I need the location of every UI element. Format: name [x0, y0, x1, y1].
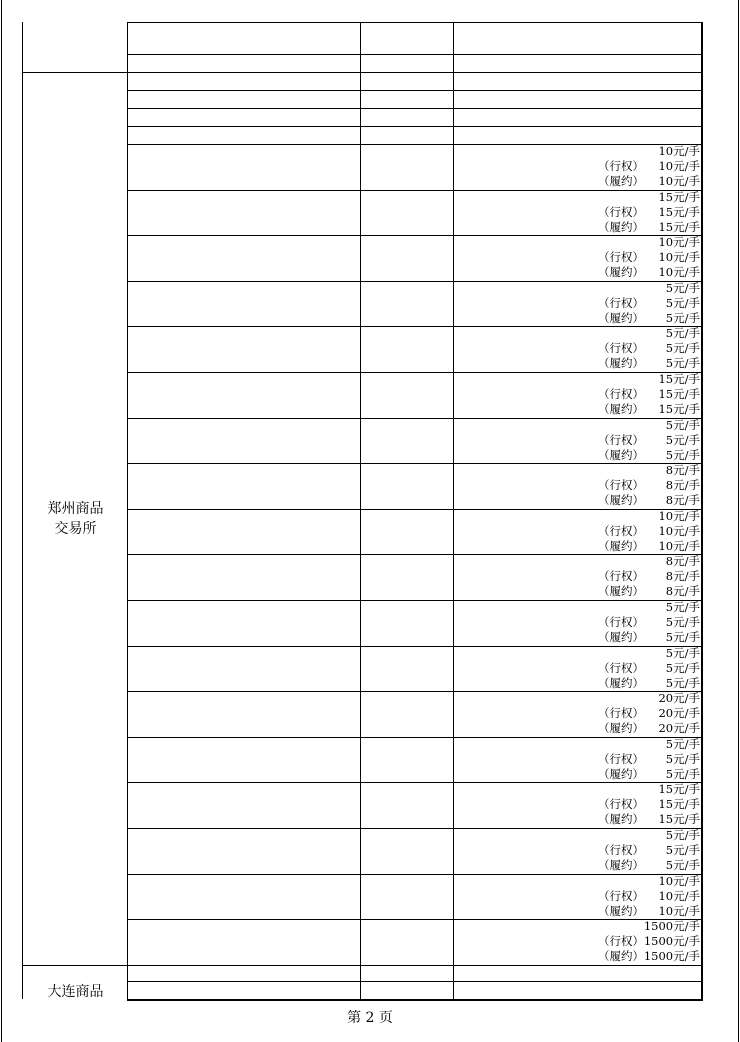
option-name — [128, 691, 360, 737]
trade-fee-value: 5元/手 — [665, 326, 700, 340]
fee-line — [455, 737, 700, 752]
option-fee-block — [455, 145, 700, 190]
exercise-label: （行权） — [598, 250, 644, 264]
fee-line — [455, 433, 700, 448]
trade-fee-value: 10元/手 — [658, 235, 700, 249]
assignment-label: （履约） — [598, 858, 644, 872]
exercise-label: （行权） — [598, 524, 644, 538]
option-name — [128, 919, 360, 965]
option-name — [128, 600, 360, 646]
fee-line — [455, 144, 700, 159]
fee-line — [455, 311, 700, 326]
option-name — [128, 737, 360, 782]
option-fee-block — [455, 783, 700, 828]
lot-size — [361, 874, 453, 919]
exercise-label: （行权） — [598, 752, 644, 766]
lot-size — [361, 418, 453, 463]
exercise-fee-value: 10元/手 — [658, 250, 700, 264]
fee-line — [455, 828, 700, 843]
option-fee-block — [455, 920, 700, 965]
assignment-label: （履约） — [598, 174, 644, 188]
fee-line — [455, 569, 700, 584]
assignment-fee-value: 20元/手 — [658, 721, 700, 735]
assignment-label: （履约） — [598, 356, 644, 370]
assignment-label: （履约） — [598, 493, 644, 507]
lot-size — [361, 646, 453, 691]
assignment-label: （履约） — [598, 767, 644, 781]
assignment-fee-value: 10元/手 — [658, 174, 700, 188]
assignment-fee-value: 5元/手 — [665, 630, 700, 644]
lot-size — [361, 828, 453, 874]
fee-line — [455, 174, 700, 189]
fee-line — [455, 250, 700, 265]
trade-fee-value: 5元/手 — [665, 737, 700, 751]
exercise-fee-value: 15元/手 — [658, 205, 700, 219]
lot-size — [361, 235, 453, 281]
trade-fee-value: 5元/手 — [665, 828, 700, 842]
contract-name — [128, 91, 360, 108]
lot-size — [361, 600, 453, 646]
exercise-label: （行权） — [598, 843, 644, 857]
assignment-fee-value: 5元/手 — [665, 311, 700, 325]
option-fee-block — [455, 738, 700, 782]
contract-name — [128, 127, 360, 144]
lot-size — [361, 919, 453, 965]
exercise-label: （行权） — [598, 296, 644, 310]
option-fee-block — [455, 373, 700, 418]
lot-size — [361, 372, 453, 418]
fee-line — [455, 630, 700, 645]
exchange-name: 郑州商品 — [47, 501, 104, 517]
trade-fee-value: 10元/手 — [658, 144, 700, 158]
assignment-fee-value: 10元/手 — [658, 904, 700, 918]
exchange-label-zhengzhou — [24, 499, 127, 539]
fee-line — [455, 402, 700, 417]
fee-value — [454, 23, 701, 54]
trade-fee-value: 8元/手 — [665, 463, 700, 477]
assignment-fee-value: 5元/手 — [665, 858, 700, 872]
contract-name — [128, 23, 360, 54]
table-left-edge — [22, 22, 23, 999]
assignment-label: （履约） — [598, 904, 644, 918]
fee-line — [455, 874, 700, 889]
fee-line — [455, 843, 700, 858]
trade-fee-value: 5元/手 — [665, 281, 700, 295]
fee-line — [455, 661, 700, 676]
fee-value — [454, 55, 701, 72]
fee-value — [454, 982, 701, 999]
fee-line — [455, 220, 700, 235]
contract-name — [128, 966, 360, 981]
page-frame-right — [738, 0, 739, 1042]
fee-line — [455, 934, 700, 949]
option-fee-block — [455, 875, 700, 919]
exercise-fee-value: 5元/手 — [665, 752, 700, 766]
assignment-label: （履约） — [598, 676, 644, 690]
exercise-fee-value: 1500元/手 — [643, 934, 700, 948]
exercise-label: （行权） — [598, 615, 644, 629]
exercise-fee-value: 5元/手 — [665, 341, 700, 355]
assignment-label: （履约） — [598, 448, 644, 462]
trade-fee-value: 5元/手 — [665, 418, 700, 432]
exercise-fee-value: 8元/手 — [665, 478, 700, 492]
trade-fee-value: 8元/手 — [665, 554, 700, 568]
fee-line — [455, 372, 700, 387]
exercise-label: （行权） — [598, 159, 644, 173]
assignment-fee-value: 5元/手 — [665, 767, 700, 781]
fee-line — [455, 326, 700, 341]
exercise-label: （行权） — [598, 387, 644, 401]
lot-size — [361, 782, 453, 828]
fee-line — [455, 797, 700, 812]
option-name — [128, 509, 360, 554]
option-fee-block — [455, 692, 700, 737]
exchange-label-dalian: 大连商品 — [47, 984, 104, 1000]
option-fee-block — [455, 191, 700, 235]
fee-line — [455, 919, 700, 934]
exercise-label: （行权） — [598, 661, 644, 675]
fee-value — [454, 73, 701, 90]
trade-fee-value: 5元/手 — [665, 646, 700, 660]
fee-line — [455, 615, 700, 630]
assignment-label: （履约） — [598, 949, 644, 963]
fee-line — [455, 356, 700, 371]
fee-value — [454, 966, 701, 981]
page-number: 第 2 页 — [347, 1010, 393, 1026]
fee-line — [455, 889, 700, 904]
fee-line — [455, 463, 700, 478]
option-name — [128, 281, 360, 326]
fee-value — [454, 91, 701, 108]
exercise-fee-value: 5元/手 — [665, 661, 700, 675]
assignment-fee-value: 10元/手 — [658, 539, 700, 553]
lot-size — [361, 982, 453, 999]
fee-line — [455, 509, 700, 524]
fee-line — [455, 691, 700, 706]
lot-size — [361, 554, 453, 600]
fee-line — [455, 296, 700, 311]
contract-name — [128, 109, 360, 126]
assignment-label: （履约） — [598, 311, 644, 325]
lot-size — [361, 23, 453, 54]
exercise-label: （行权） — [598, 934, 644, 948]
option-fee-block — [455, 829, 700, 874]
assignment-fee-value: 8元/手 — [665, 493, 700, 507]
fee-line — [455, 858, 700, 873]
lot-size — [361, 326, 453, 372]
assignment-fee-value: 5元/手 — [665, 448, 700, 462]
assignment-fee-value: 8元/手 — [665, 584, 700, 598]
option-name — [128, 418, 360, 463]
exercise-label: （行权） — [598, 205, 644, 219]
page-frame-left — [1, 0, 2, 1042]
trade-fee-value: 15元/手 — [658, 782, 700, 796]
fee-line — [455, 584, 700, 599]
assignment-fee-value: 15元/手 — [658, 220, 700, 234]
lot-size — [361, 109, 453, 126]
option-fee-block — [455, 419, 700, 463]
assignment-fee-value: 5元/手 — [665, 676, 700, 690]
option-name — [128, 646, 360, 691]
contract-name — [128, 73, 360, 90]
fee-line — [455, 554, 700, 569]
fee-line — [455, 904, 700, 919]
fee-value — [454, 109, 701, 126]
assignment-fee-value: 5元/手 — [665, 356, 700, 370]
fee-line — [455, 190, 700, 205]
option-fee-block — [455, 601, 700, 646]
exercise-fee-value: 5元/手 — [665, 296, 700, 310]
fee-line — [455, 281, 700, 296]
fee-line — [455, 448, 700, 463]
assignment-fee-value: 1500元/手 — [643, 949, 700, 963]
trade-fee-value: 20元/手 — [658, 691, 700, 705]
fee-line — [455, 235, 700, 250]
lot-size — [361, 691, 453, 737]
contract-name — [128, 55, 360, 72]
exercise-fee-value: 5元/手 — [665, 433, 700, 447]
exercise-label: （行权） — [598, 889, 644, 903]
lot-size — [361, 91, 453, 108]
exercise-fee-value: 5元/手 — [665, 615, 700, 629]
assignment-fee-value: 10元/手 — [658, 265, 700, 279]
exercise-fee-value: 10元/手 — [658, 524, 700, 538]
option-name — [128, 874, 360, 919]
option-name — [128, 235, 360, 281]
trade-fee-value: 1500元/手 — [643, 919, 700, 933]
exchange-name: 交易所 — [54, 521, 97, 537]
lot-size — [361, 73, 453, 90]
exercise-fee-value: 8元/手 — [665, 569, 700, 583]
exercise-label: （行权） — [598, 478, 644, 492]
exercise-label: （行权） — [598, 569, 644, 583]
lot-size — [361, 463, 453, 509]
option-fee-block — [455, 510, 700, 554]
fee-line — [455, 539, 700, 554]
option-fee-block — [455, 282, 700, 326]
assignment-label: （履约） — [598, 539, 644, 553]
fee-line — [455, 752, 700, 767]
assignment-fee-value: 15元/手 — [658, 402, 700, 416]
lot-size — [361, 190, 453, 235]
option-name — [128, 782, 360, 828]
assignment-label: （履约） — [598, 721, 644, 735]
lot-size — [361, 737, 453, 782]
exercise-fee-value: 15元/手 — [658, 797, 700, 811]
exercise-fee-value: 10元/手 — [658, 889, 700, 903]
fee-line — [455, 159, 700, 174]
fee-line — [455, 782, 700, 797]
trade-fee-value: 10元/手 — [658, 509, 700, 523]
fee-line — [455, 478, 700, 493]
fee-line — [455, 387, 700, 402]
assignment-label: （履约） — [598, 220, 644, 234]
fee-line — [455, 721, 700, 736]
assignment-label: （履约） — [598, 265, 644, 279]
trade-fee-value: 15元/手 — [658, 190, 700, 204]
fee-line — [455, 341, 700, 356]
fee-line — [455, 418, 700, 433]
fee-value — [454, 127, 701, 144]
option-fee-block — [455, 464, 700, 509]
table-bottom-thick — [127, 999, 703, 1001]
exercise-label: （行权） — [598, 706, 644, 720]
lot-size — [361, 55, 453, 72]
column-line — [453, 22, 454, 999]
lot-size — [361, 966, 453, 981]
fee-line — [455, 265, 700, 280]
option-name — [128, 144, 360, 190]
option-fee-block — [455, 236, 700, 281]
table-right-edge — [701, 22, 703, 1000]
fee-line — [455, 706, 700, 721]
fee-line — [455, 493, 700, 508]
lot-size — [361, 281, 453, 326]
exercise-fee-value: 5元/手 — [665, 843, 700, 857]
option-name — [128, 463, 360, 509]
trade-fee-value: 15元/手 — [658, 372, 700, 386]
assignment-label: （履约） — [598, 812, 644, 826]
contract-name — [128, 982, 360, 999]
option-fee-block — [455, 647, 700, 691]
assignment-label: （履约） — [598, 584, 644, 598]
lot-size — [361, 509, 453, 554]
exercise-fee-value: 20元/手 — [658, 706, 700, 720]
fee-line — [455, 205, 700, 220]
exercise-label: （行权） — [598, 433, 644, 447]
fee-line — [455, 949, 700, 964]
option-name — [128, 828, 360, 874]
trade-fee-value: 5元/手 — [665, 600, 700, 614]
option-fee-block — [455, 555, 700, 600]
exercise-fee-value: 15元/手 — [658, 387, 700, 401]
fee-line — [455, 524, 700, 539]
option-name — [128, 372, 360, 418]
option-name — [128, 326, 360, 372]
fee-line — [455, 767, 700, 782]
exercise-fee-value: 10元/手 — [658, 159, 700, 173]
option-name — [128, 190, 360, 235]
assignment-fee-value: 15元/手 — [658, 812, 700, 826]
assignment-label: （履约） — [598, 630, 644, 644]
trade-fee-value: 10元/手 — [658, 874, 700, 888]
fee-line — [455, 812, 700, 827]
assignment-label: （履约） — [598, 402, 644, 416]
lot-size — [361, 144, 453, 190]
fee-line — [455, 600, 700, 615]
fee-line — [455, 646, 700, 661]
fee-line — [455, 676, 700, 691]
option-fee-block — [455, 327, 700, 372]
exercise-label: （行权） — [598, 797, 644, 811]
exercise-label: （行权） — [598, 341, 644, 355]
option-name — [128, 554, 360, 600]
lot-size — [361, 127, 453, 144]
